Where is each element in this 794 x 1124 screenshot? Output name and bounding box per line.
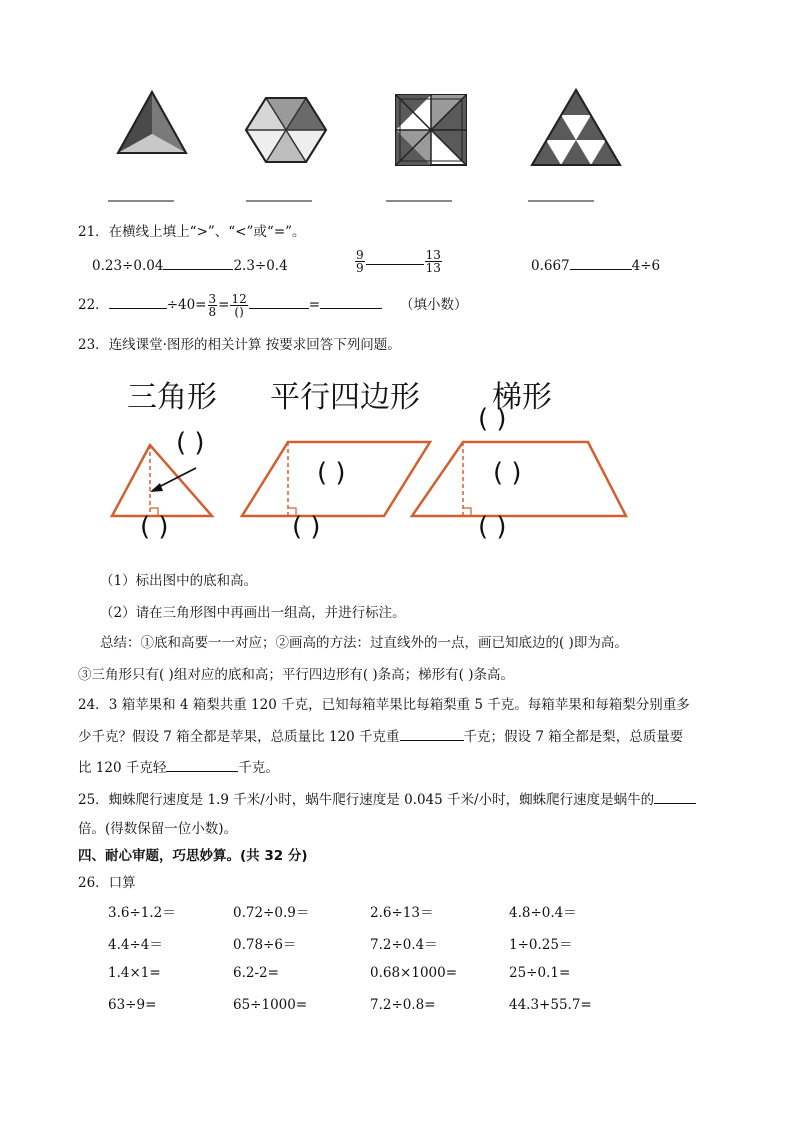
parallelogram-base-paren[interactable]: ( ) [292,512,321,542]
q21-item-1-blank[interactable] [163,257,233,270]
q25-number: 25． [78,792,109,808]
calc-item: 1.4×1= [108,965,161,981]
calc-item: 0.68×1000= [370,965,458,981]
q24-blank-2[interactable] [166,759,238,772]
q23-summary2: ③三角形只有( )组对应的底和高；平行四边形有( )条高；梯形有( )条高。 [78,667,514,683]
geometry-figures [0,400,794,550]
calc-item: 0.72÷0.9＝ [233,905,310,921]
q21-item-2-blank[interactable] [366,264,424,265]
q21-item-3-right: 4÷6 [631,258,661,274]
calc-item: 6.2-2= [233,965,279,981]
q23-sub2: （2）请在三角形图中再画出一组高，并进行标注。 [100,605,406,621]
q22-blank-3[interactable] [320,296,382,309]
q21-prompt [78,220,306,240]
q23-prompt [78,333,401,353]
calc-item: 4.8÷0.4＝ [509,905,577,921]
shaded-shapes-figures [0,0,794,215]
calc-item: 3.6÷1.2＝ [108,905,176,921]
q23-number: 23． [78,337,109,353]
q21-item-3-left: 0.667 [531,258,570,274]
shaded-triangle-grid-figure [532,90,620,165]
q22-eq2: = [308,297,321,313]
q23-text: 连线课堂·图形的相关计算 按要求回答下列问题。 [108,337,401,353]
calc-item: 1÷0.25＝ [509,937,573,953]
calc-item: 7.2÷0.8= [370,997,436,1013]
shaded-hexagon-figure [246,98,326,162]
label-triangle: 三角形 [127,380,217,415]
q26-number: 26． [78,875,109,891]
q25-text-2: 倍。(得数保留一位小数)。 [78,821,238,837]
q22-div40: ÷40= [166,297,207,313]
calc-item: 2.6÷13＝ [370,905,434,921]
q24-text-3a: 比 120 千克轻 [78,760,167,776]
q22-eq: = [218,297,230,313]
q22-fraction-1 [208,293,218,318]
section-4-title: 四、耐心审题，巧思妙算。(共 32 分) [78,848,308,864]
calc-item: 44.3+55.7= [509,997,592,1013]
q24-line1 [78,693,690,713]
fraction-denominator: 13 [425,261,441,275]
fraction-numerator: 13 [425,248,441,262]
q24-number: 24． [78,697,109,713]
label-parallelogram: 平行四边形 [270,380,420,415]
trapezoid-height-paren[interactable]: ( ) [493,458,522,488]
q24-text-2b: 千克；假设 7 箱全都是梨，总质量要 [463,729,684,745]
q26-text: 口算 [108,875,136,891]
fraction-numerator: 12 [231,292,247,306]
q23-summary1: 总结：①底和高要一一对应；②画高的方法：过直线外的一点，画已知底边的( )即为高。 [100,635,628,651]
fraction-numerator: 9 [356,248,364,262]
q24-text-2a: 少千克？假设 7 箱全都是苹果，总质量比 120 千克重 [78,729,400,745]
calc-item: 65÷1000= [233,997,308,1013]
q25-text-1: 蜘蛛爬行速度是 1.9 千米/小时，蜗牛爬行速度是 0.045 千米/小时，蜘蛛爬行速度是蜗牛的 [108,792,655,808]
q21-item-2 [354,249,443,274]
q23-sub1: （1）标出图中的底和高。 [100,573,258,589]
label-trapezoid: 梯形 [492,380,552,415]
q21-item-2-right-fraction [425,249,442,274]
q21-number: 21． [78,224,109,240]
q24-text-1: 3 箱苹果和 4 箱梨共重 120 千克，已知每箱苹果比每箱梨重 5 千克。每箱苹果和每箱梨分别重多 [108,697,690,713]
calc-item: 25÷0.1= [509,965,571,981]
q24-blank-1[interactable] [400,728,464,741]
fraction-denominator: 9 [356,261,364,275]
q25-line1 [78,788,696,808]
q22-blank-1[interactable] [109,296,167,309]
trapezoid-base-paren[interactable]: ( ) [478,512,507,542]
q22-note: （填小数） [400,297,468,313]
fraction-numerator: 3 [208,292,217,306]
fraction-denominator: 8 [208,305,217,319]
q24-text-3b: 千克。 [238,760,279,776]
q21-item-1 [92,257,288,274]
shaded-square-figure [396,95,466,165]
triangle-height-paren[interactable]: ( ) [176,428,205,458]
q22-number: 22． [78,297,109,313]
q24-line3 [78,756,279,776]
q22-blank-2[interactable] [249,296,309,309]
parallelogram-height-paren[interactable]: ( ) [317,458,346,488]
calc-item: 7.2÷0.4＝ [370,937,438,953]
q24-line2 [78,725,683,745]
q21-item-1-right: 2.3÷0.4 [233,258,288,274]
q25-blank[interactable] [654,791,696,804]
triangle-base-paren[interactable]: ( ) [140,512,169,542]
q22-fraction-2 [230,293,247,318]
q21-text: 在横线上填上“>”、“<”或“=”。 [108,224,306,240]
q22-line [78,293,468,318]
trapezoid-top-paren[interactable]: ( ) [478,404,507,434]
calc-item: 4.4÷4＝ [108,937,163,953]
calc-item: 63÷9= [108,997,157,1013]
q21-item-3-blank[interactable] [570,257,632,270]
fraction-denominator: () [234,305,244,319]
q21-item-3 [531,257,660,274]
q21-item-1-left: 0.23÷0.04 [92,258,164,274]
q26-prompt [78,871,136,891]
shaded-triangle-figure [118,92,186,153]
q21-item-2-left-fraction [355,249,365,274]
calc-item: 0.78÷6＝ [233,937,297,953]
